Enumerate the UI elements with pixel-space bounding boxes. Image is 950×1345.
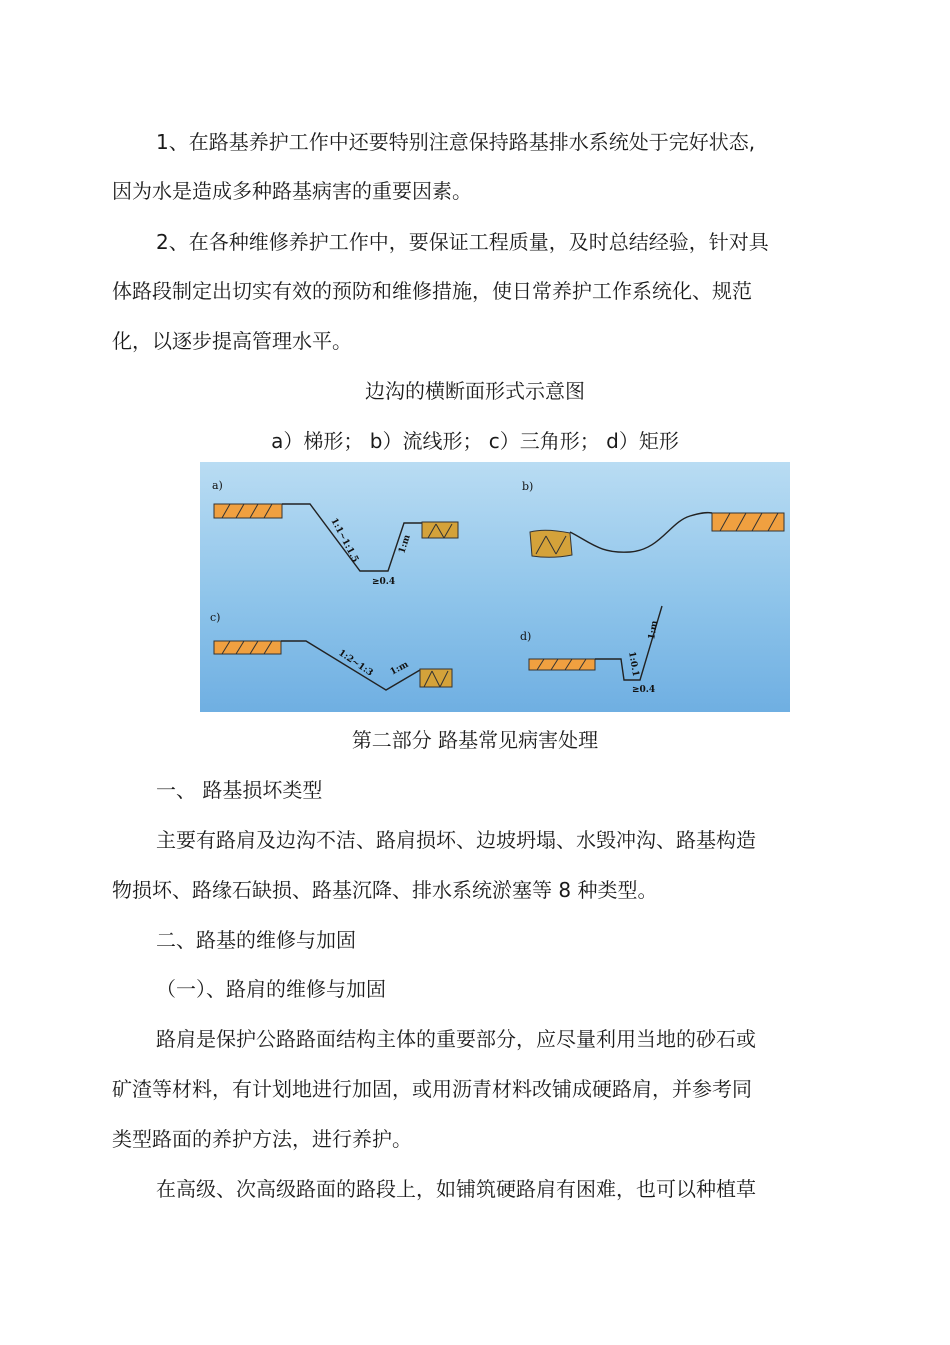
heading-2-sub-1: （一）、路肩的维修与加固 — [156, 977, 386, 1001]
panel-a-slope-left: 1:1~1:1.5 — [328, 516, 361, 565]
panel-a-label: a) — [212, 479, 223, 492]
panel-b-label: b) — [522, 480, 534, 493]
panel-c-slope-left: 1:2~1:3 — [336, 648, 375, 679]
section-2-title: 第二部分 路基常见病害处理 — [351, 728, 599, 752]
panel-d-slope-right: 1:m — [647, 619, 661, 641]
heading-1-body-line-2: 物损坏、路缘石缺损、路基沉降、排水系统淤塞等 8 种类型。 — [112, 878, 658, 902]
body-2-line-1: 路肩是保护公路路面结构主体的重要部分，应尽量利用当地的砂石或 — [156, 1027, 756, 1051]
paragraph-2-line-2: 体路段制定出切实有效的预防和维修措施，使日常养护工作系统化、规范 — [112, 279, 752, 303]
paragraph-1-line-2: 因为水是造成多种路基病害的重要因素。 — [112, 179, 472, 203]
ditch-cross-section-figure — [200, 462, 790, 712]
heading-1-body-line-1: 主要有路肩及边沟不洁、路肩损坏、边坡坍塌、水毁冲沟、路基构造 — [156, 828, 756, 852]
figure-background — [200, 462, 790, 712]
body-3-line-1: 在高级、次高级路面的路段上，如铺筑硬路肩有困难，也可以种植草 — [156, 1177, 756, 1201]
panel-d-label: d) — [520, 630, 532, 643]
paragraph-2-line-1: 2、在各种维修养护工作中，要保证工程质量，及时总结经验，针对具 — [156, 230, 769, 254]
paragraph-1-line-1: 1、在路基养护工作中还要特别注意保持路基排水系统处于完好状态, — [156, 130, 756, 154]
heading-1: 一、 路基损坏类型 — [156, 778, 323, 802]
panel-a-slope-right: 1:m — [397, 533, 413, 555]
panel-a-bottom-width: ≥0.4 — [372, 577, 396, 587]
panel-c-label: c) — [210, 611, 221, 624]
body-2-line-2: 矿渣等材料，有计划地进行加固，或用沥青材料改铺成硬路肩，并参考同 — [112, 1077, 752, 1101]
panel-d-bottom-width: ≥0.4 — [632, 685, 656, 695]
body-2-line-3: 类型路面的养护方法，进行养护。 — [112, 1127, 412, 1151]
figure-caption-title: 边沟的横断面形式示意图 — [365, 379, 585, 403]
figure-caption-legend: a）梯形； b）流线形； c）三角形； d）矩形 — [271, 429, 679, 453]
panel-c-slope-right: 1:m — [388, 659, 411, 678]
panel-a-left-shoulder — [214, 504, 282, 518]
paragraph-2-line-3: 化，以逐步提高管理水平。 — [112, 329, 352, 353]
panel-d-slope-left: 1:0.1 — [626, 650, 641, 678]
heading-2: 二、路基的维修与加固 — [156, 928, 356, 952]
